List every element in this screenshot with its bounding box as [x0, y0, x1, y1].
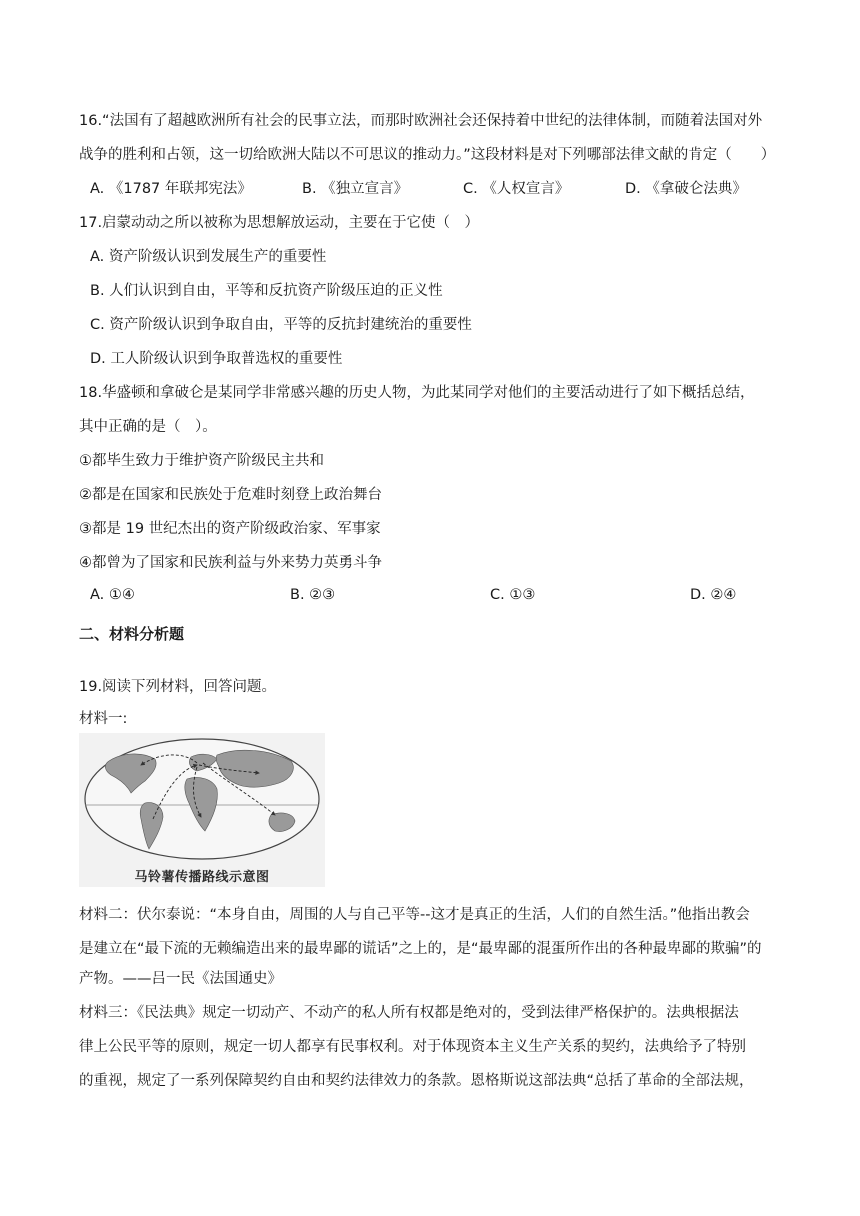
- q16-stem-line1: 16.“法国有了超越欧洲所有社会的民事立法，而那时欧洲社会还保持着中世纪的法律体制，而随着法国对外: [79, 113, 763, 129]
- world-map-illustration: [79, 733, 325, 887]
- material2-line3: 产物。——吕一民《法国通史》: [79, 971, 282, 987]
- section-heading: 二、材料分析题: [79, 625, 185, 643]
- q18-statement-3: ③都是 19 世纪杰出的资产阶级政治家、军事家: [79, 521, 381, 537]
- material3-line1: 材料三：《民法典》规定一切动产、不动产的私人所有权都是绝对的，受到法律严格保护的。法典根据法: [79, 1005, 739, 1021]
- material3-line2: 律上公民平等的原则，规定一切人都享有民事权利。对于体现资本主义生产关系的契约，法典给予了特别: [79, 1039, 746, 1055]
- q17-stem: 17.启蒙动动之所以被称为思想解放运动，主要在于它使（ ）: [79, 215, 480, 231]
- q17-option-b[interactable]: B. 人们认识到自由，平等和反抗资产阶级压迫的正义性: [90, 283, 443, 299]
- material3-line3: 的重视，规定了一系列保障契约自由和契约法律效力的条款。恩格斯说这部法典“总括了革命的全部法规，: [79, 1073, 754, 1089]
- q16-option-d[interactable]: D. 《拿破仑法典》: [625, 181, 747, 197]
- q18-option-c[interactable]: C. ①③: [490, 587, 536, 603]
- material2-line2: 是建立在“最下流的无赖编造出来的最卑鄙的谎话”之上的，是“最卑鄙的混蛋所作出的各种最卑鄙的欺骗”的: [79, 941, 762, 957]
- q16-option-a[interactable]: A. 《1787 年联邦宪法》: [90, 181, 252, 197]
- q18-option-b[interactable]: B. ②③: [290, 587, 336, 603]
- q18-statement-1: ①都毕生致力于维护资产阶级民主共和: [79, 453, 324, 469]
- q17-option-a[interactable]: A. 资产阶级认识到发展生产的重要性: [90, 249, 327, 265]
- potato-route-map-figure: [79, 733, 325, 887]
- q17-option-c[interactable]: C. 资产阶级认识到争取自由，平等的反抗封建统治的重要性: [90, 317, 472, 333]
- q17-option-d[interactable]: D. 工人阶级认识到争取普选权的重要性: [90, 351, 343, 367]
- q16-option-b[interactable]: B. 《独立宣言》: [302, 181, 409, 197]
- material1-label: 材料一:: [79, 711, 128, 727]
- q18-stem-line1: 18.华盛顿和拿破仑是某同学非常感兴趣的历史人物，为此某同学对他们的主要活动进行了如下概括总结，: [79, 385, 755, 401]
- q18-option-d[interactable]: D. ②④: [690, 587, 737, 603]
- q16-stem-line2: 战争的胜利和占领，这一切给欧洲大陆以不可思议的推动力。”这段材料是对下列哪部法律文献的肯定（ ）: [79, 147, 776, 163]
- q19-stem: 19.阅读下列材料，回答问题。: [79, 679, 277, 695]
- q18-statement-4: ④都曾为了国家和民族利益与外来势力英勇斗争: [79, 555, 382, 571]
- q18-statement-2: ②都是在国家和民族处于危难时刻登上政治舞台: [79, 487, 382, 503]
- q18-option-a[interactable]: A. ①④: [90, 587, 135, 603]
- figure-caption: 马铃薯传播路线示意图: [134, 870, 270, 885]
- q16-option-c[interactable]: C. 《人权宣言》: [463, 181, 570, 197]
- material2-line1: 材料二：伏尔泰说：“本身自由，周围的人与自己平等--这才是真正的生活，人们的自然生活。”他指出教会: [79, 907, 750, 923]
- q18-stem-line2: 其中正确的是（ ）。: [79, 419, 217, 435]
